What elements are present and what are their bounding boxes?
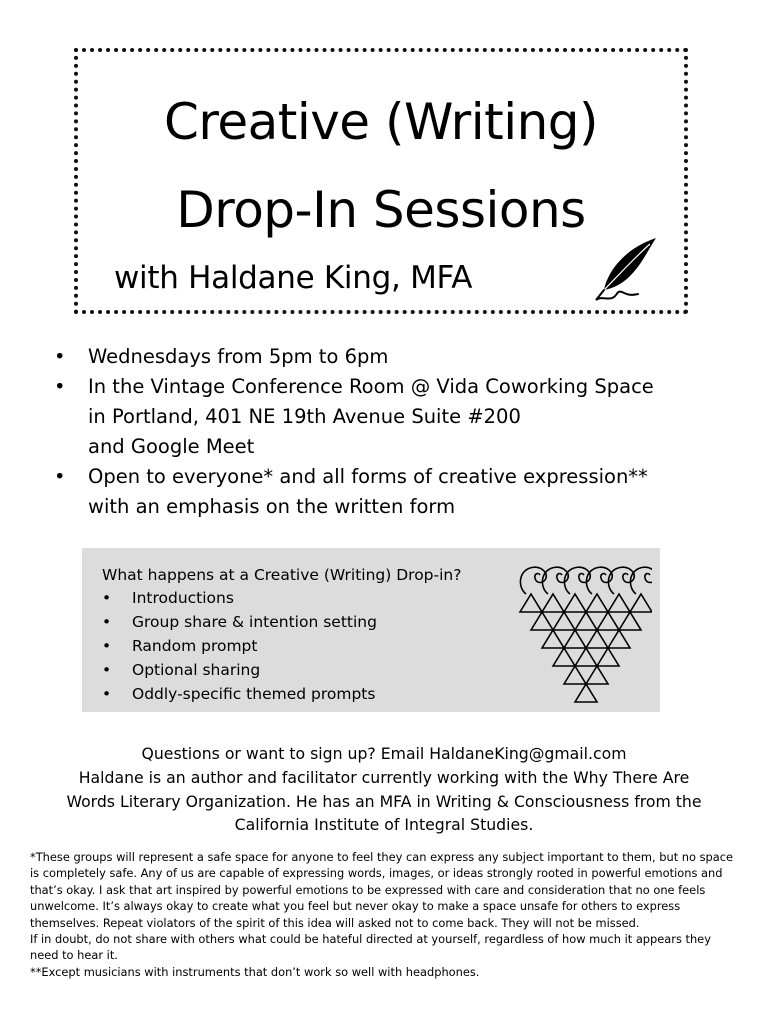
contact-line: Questions or want to sign up? Email HaldaneKing@gmail.com — [141, 744, 627, 763]
bullet-icon: • — [102, 613, 112, 631]
bullet-icon: • — [54, 375, 66, 398]
triangle-mark — [520, 594, 542, 612]
footnote-line: is completely safe. Any of us are capable of expressing words, images, or ideas strongly rooted in powerful emotions and — [30, 866, 723, 881]
list-item-label: Random prompt — [132, 637, 258, 655]
footnote-line: need to hear it. — [30, 948, 118, 963]
list-item-label: Optional sharing — [132, 661, 261, 679]
list-item-label: Introductions — [132, 589, 234, 607]
location-text: In the Vintage Conference Room @ Vida Coworking Space — [88, 375, 654, 398]
quill-pen-icon — [586, 236, 666, 308]
list-item — [100, 586, 377, 610]
title-box — [74, 48, 688, 314]
bio-line: Haldane is an author and facilitator currently working with the Why There Are — [78, 768, 690, 787]
triangle-mark — [597, 648, 619, 666]
bio-line: Words Literary Organization. He has an MFA in Writing & Consciousness from the — [66, 791, 702, 811]
triangle-mark — [586, 666, 608, 684]
address-text: in Portland, 401 NE 19th Avenue Suite #200 — [88, 405, 521, 428]
triangle-mark — [608, 594, 630, 612]
list-item — [48, 372, 738, 462]
list-item — [48, 462, 738, 522]
list-item — [100, 634, 377, 658]
triangle-mark — [564, 594, 586, 612]
what-happens-list — [100, 586, 377, 706]
triangle-mark — [619, 612, 641, 630]
footnote-line: *These groups will represent a safe space for anyone to feel they can express any subject important to them, but no space — [30, 850, 734, 864]
footnote-line: If in doubt, do not share with others what could be hateful directed at yourself, regardless of how much it appears they — [30, 932, 711, 947]
audience-emphasis-text: with an emphasis on the written form — [88, 495, 456, 518]
triangle-mark — [608, 630, 630, 648]
what-happens-heading: What happens at a Creative (Writing) Drop-in? — [102, 566, 462, 584]
triangle-mark — [597, 612, 619, 630]
footnote-line: that’s okay. I ask that art inspired by powerful emotions to be expressed with care and consideration that no one feels — [30, 882, 706, 897]
schedule-text: Wednesdays from 5pm to 6pm — [88, 345, 389, 368]
list-item — [100, 610, 377, 634]
footnotes — [30, 849, 742, 980]
page-title-line-1: Creative (Writing) — [163, 93, 599, 151]
triangle-mark — [542, 594, 564, 612]
page-title-line-2: Drop-In Sessions — [176, 181, 586, 239]
triangle-mark — [575, 648, 597, 666]
triangle-mark — [575, 684, 597, 702]
footnote-line: unwelcome. It’s always okay to create what you feel but never okay to make a space unsafe for others to express — [30, 899, 681, 914]
triangle-mark — [542, 630, 564, 648]
footnote-musicians: **Except musicians with instruments that don’t work so well with headphones. — [30, 964, 480, 979]
bullet-icon: • — [102, 661, 112, 679]
bullet-icon: • — [54, 465, 66, 488]
bio-paragraph — [30, 766, 738, 837]
online-option-text: and Google Meet — [88, 435, 255, 458]
triangle-mark — [553, 612, 575, 630]
triangle-mark — [564, 666, 586, 684]
triangle-mark — [586, 630, 608, 648]
audience-text: Open to everyone* and all forms of creative expression** — [88, 465, 648, 488]
triangle-mark — [553, 648, 575, 666]
what-happens-box — [82, 548, 660, 712]
bullet-icon: • — [102, 589, 112, 607]
triangle-mark — [564, 630, 586, 648]
list-item — [48, 342, 738, 372]
bullet-icon: • — [102, 637, 112, 655]
bullet-icon: • — [102, 685, 112, 703]
page-subtitle: with Haldane King, MFA — [114, 260, 473, 296]
footnote-line: themselves. Repeat violators of the spirit of this idea will asked not to come back. They will not be missed. — [30, 915, 640, 930]
bullet-icon: • — [54, 345, 66, 368]
list-item — [100, 658, 377, 682]
list-item — [100, 682, 377, 706]
spiral-triangle-pattern-icon — [512, 558, 652, 706]
triangle-mark — [586, 594, 608, 612]
triangle-mark — [630, 594, 652, 612]
spiral-mark — [630, 567, 652, 594]
bio-line: California Institute of Integral Studies. — [234, 815, 534, 834]
session-details-list — [48, 342, 738, 522]
triangle-mark — [531, 612, 553, 630]
list-item-label: Oddly-specific themed prompts — [132, 685, 376, 703]
list-item-label: Group share & intention setting — [132, 613, 377, 631]
triangle-mark — [575, 612, 597, 630]
